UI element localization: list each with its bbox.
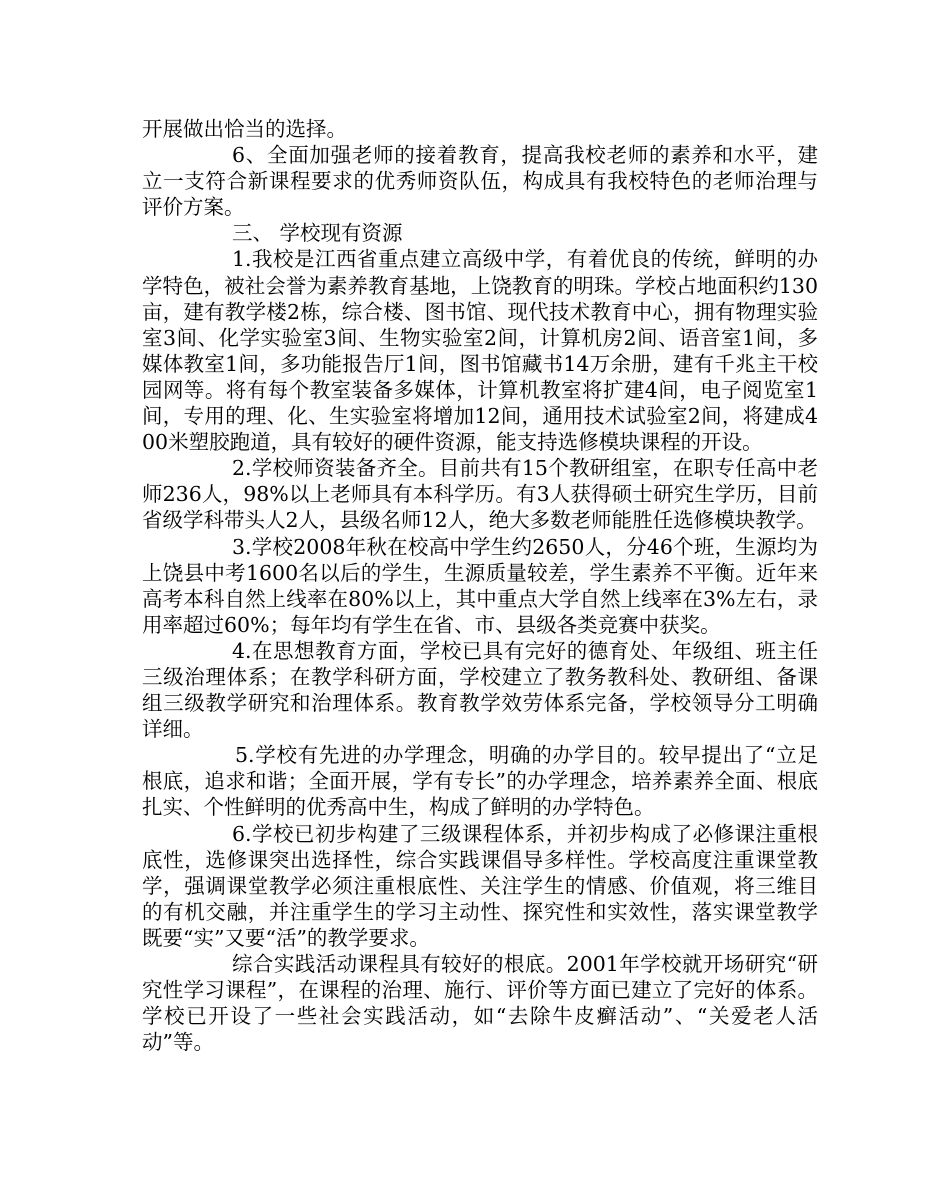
paragraph-resource-4: 4.在思想教育方面，学校已具有完好的德育处、年级组、班主任三级治理体系；在教学科研方面，学校建立了教务教科处、教研组、备课组三级教学研究和治理体系。教育教学效劳体系完备，学校领导分工明确详细。 [142,638,818,742]
paragraph-practice: 综合实践活动课程具有较好的根底。2001年学校就开场研究“研究性学习课程”，在课程的治理、施行、评价等方面已建立了完好的体系。学校已开设了一些社会实践活动，如“去除牛皮癣活动”、“关爱老人活动”等。 [142,952,818,1055]
paragraph-resource-6: 6.学校已初步构建了三级课程体系，并初步构成了必修课注重根底性，选修课突出选择性，综合实践课倡导多样性。学校高度注重课堂教学，强调课堂教学必须注重根底性、关注学生的情感、价值观，将三维目的有机交融，并注重学生的学习主动性、探究性和实效性，落实课堂教学既要“实”又要“活”的教学要求。 [142,821,818,950]
paragraph-resource-2: 2.学校师资装备齐全。目前共有15个教研组室，在职专任高中老师236人，98%以上老师具有本科学历。有3人获得硕士研究生学历，目前省级学科带头人2人，县级名师12人，绝大多数老师能胜任选修模块教学。 [142,456,818,533]
document-page [142,116,818,1055]
paragraph-resource-5: 5.学校有先进的办学理念，明确的办学目的。较早提出了“立足根底，追求和谐；全面开展，学有专长”的办学理念，培养素养全面、根底扎实、个性鲜明的优秀高中生，构成了鲜明的办学特色。 [142,743,818,820]
paragraph-item-6: 6、全面加强老师的接着教育，提高我校老师的素养和水平，建立一支符合新课程要求的优秀师资队伍，构成具有我校特色的老师治理与评价方案。 [142,143,818,220]
section-heading: 三、 学校现有资源 [232,221,403,246]
paragraph-resource-3: 3.学校2008年秋在校高中学生约2650人，分46个班，生源均为上饶县中考1600名以后的学生，生源质量较差，学生素养不平衡。近年来高考本科自然上线率在80%以上，其中重点大学自然上线率在3%左右，录用率超过60%；每年均有学生在省、市、县级各类竞赛中获奖。 [142,534,818,637]
paragraph-continuation: 开展做出恰当的选择。 [142,117,347,141]
paragraph-resource-1: 1.我校是江西省重点建立高级中学，有着优良的传统，鲜明的办学特色，被社会誉为素养教育基地，上饶教育的明珠。学校占地面积约130亩，建有教学楼2栋，综合楼、图书馆、现代技术教育中心，拥有物理实验室3间、化学实验室3间、生物实验室2间，计算机房2间、语音室1间，多媒体教室1间，多功能报告厅1间，图书馆藏书14万余册，建有千兆主干校园网等。将有每个教室装备多媒体，计算机教室将扩建4间，电子阅览室1间，专用的理、化、生实验室将增加12间，通用技术试验室2间，将建成400米塑胶跑道，具有较好的硬件资源，能支持选修模块课程的开设。 [142,247,818,455]
